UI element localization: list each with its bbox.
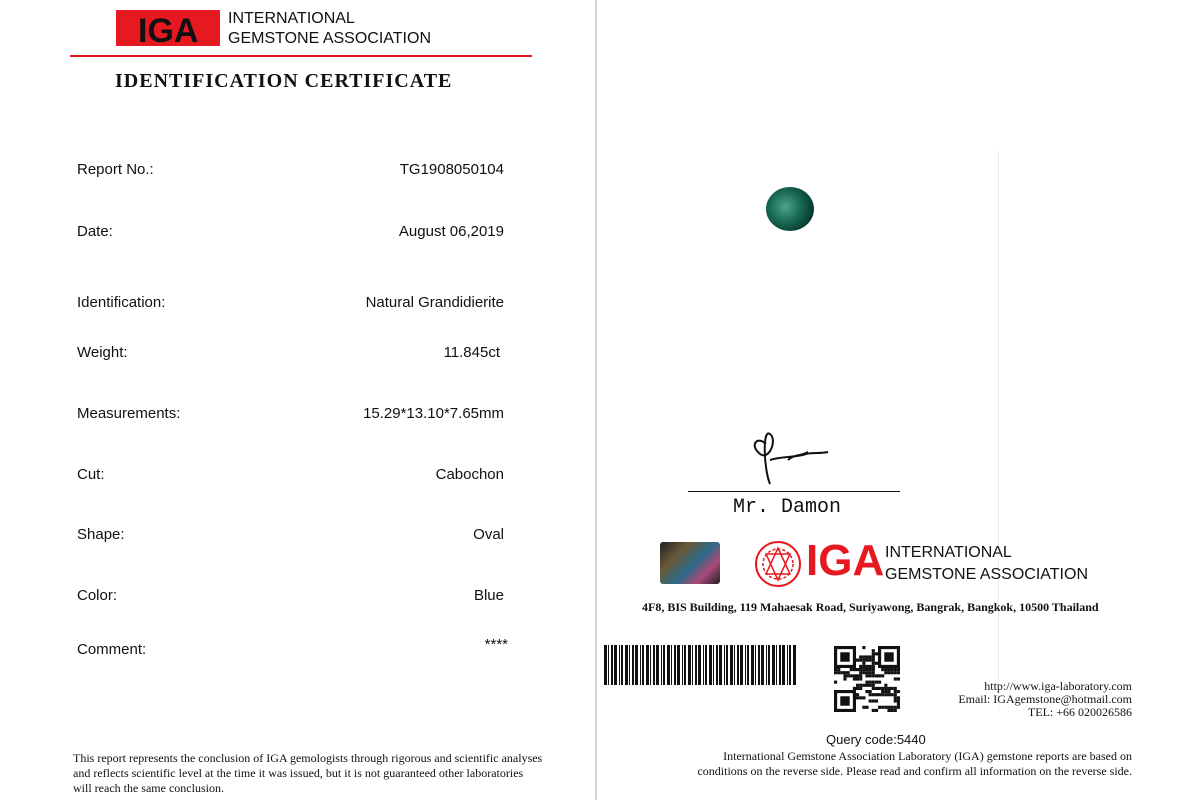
header-divider [70,55,532,57]
iga-footer-logo-text: IGA [806,536,885,585]
signature-icon [748,430,838,490]
footer-org-line1: INTERNATIONAL [885,544,1012,561]
field-label-weight: Weight: [77,344,128,361]
field-value-cut: Cabochon [435,466,504,483]
field-label-measurements: Measurements: [77,405,181,422]
field-label-date: Date: [77,223,113,240]
qr-code-icon [834,646,900,712]
field-value-identification: Natural Grandidierite [365,294,504,311]
field-value-comment: **** [484,636,508,653]
email-text: Email: IGAgemstone@hotmail.com [958,692,1132,706]
field-label-identification: Identification: [77,294,166,311]
footer-org-line2: GEMSTONE ASSOCIATION [885,566,1088,583]
org-name-line1: INTERNATIONAL [228,10,355,27]
barcode-icon [604,645,796,685]
signature-line [688,491,900,492]
reverse-side-notice: International Gemstone Association Laboratory (IGA) gemstone reports are based on conditions on the reverse side. Please read and confirm all information on the reverse side. [697,749,1132,778]
phone-text: TEL: +66 020026586 [1027,705,1132,719]
field-value-color: Blue [473,587,504,604]
query-code: Query code:5440 [826,732,926,747]
certificate-title: IDENTIFICATION CERTIFICATE [115,70,453,92]
field-value-shape: Oval [473,526,504,543]
field-value-date: August 06,2019 [398,223,504,240]
certificate-front-panel [0,0,596,800]
field-label-report-no: Report No.: [77,161,154,178]
lab-address: 4F8, BIS Building, 119 Mahaesak Road, Suriyawong, Bangrak, Bangkok, 10500 Thailand [642,600,1099,614]
field-label-comment: Comment: [77,641,147,658]
field-label-color: Color: [77,587,118,604]
field-label-shape: Shape: [77,526,125,543]
iga-rosette-icon [754,540,802,588]
hologram-seal-icon [660,542,720,584]
gemstone-photo [766,187,814,231]
field-label-cut: Cut: [77,466,105,483]
field-value-report-no: TG1908050104 [399,161,504,178]
iga-logo-text: IGA [138,12,199,50]
website-link[interactable]: http://www.iga-laboratory.com [984,679,1132,693]
org-name-line2: GEMSTONE ASSOCIATION [228,30,431,47]
signatory-name: Mr. Damon [733,496,842,519]
disclaimer-text: This report represents the conclusion of IGA gemologists through rigorous and scientific analyses and reflects scientific level at the time it was issued, but it is not guaranteed other laboratories will reach the same conclusion. [73,751,543,795]
field-value-weight: 11.845ct [443,344,500,361]
field-value-measurements: 15.29*13.10*7.65mm [363,405,504,422]
